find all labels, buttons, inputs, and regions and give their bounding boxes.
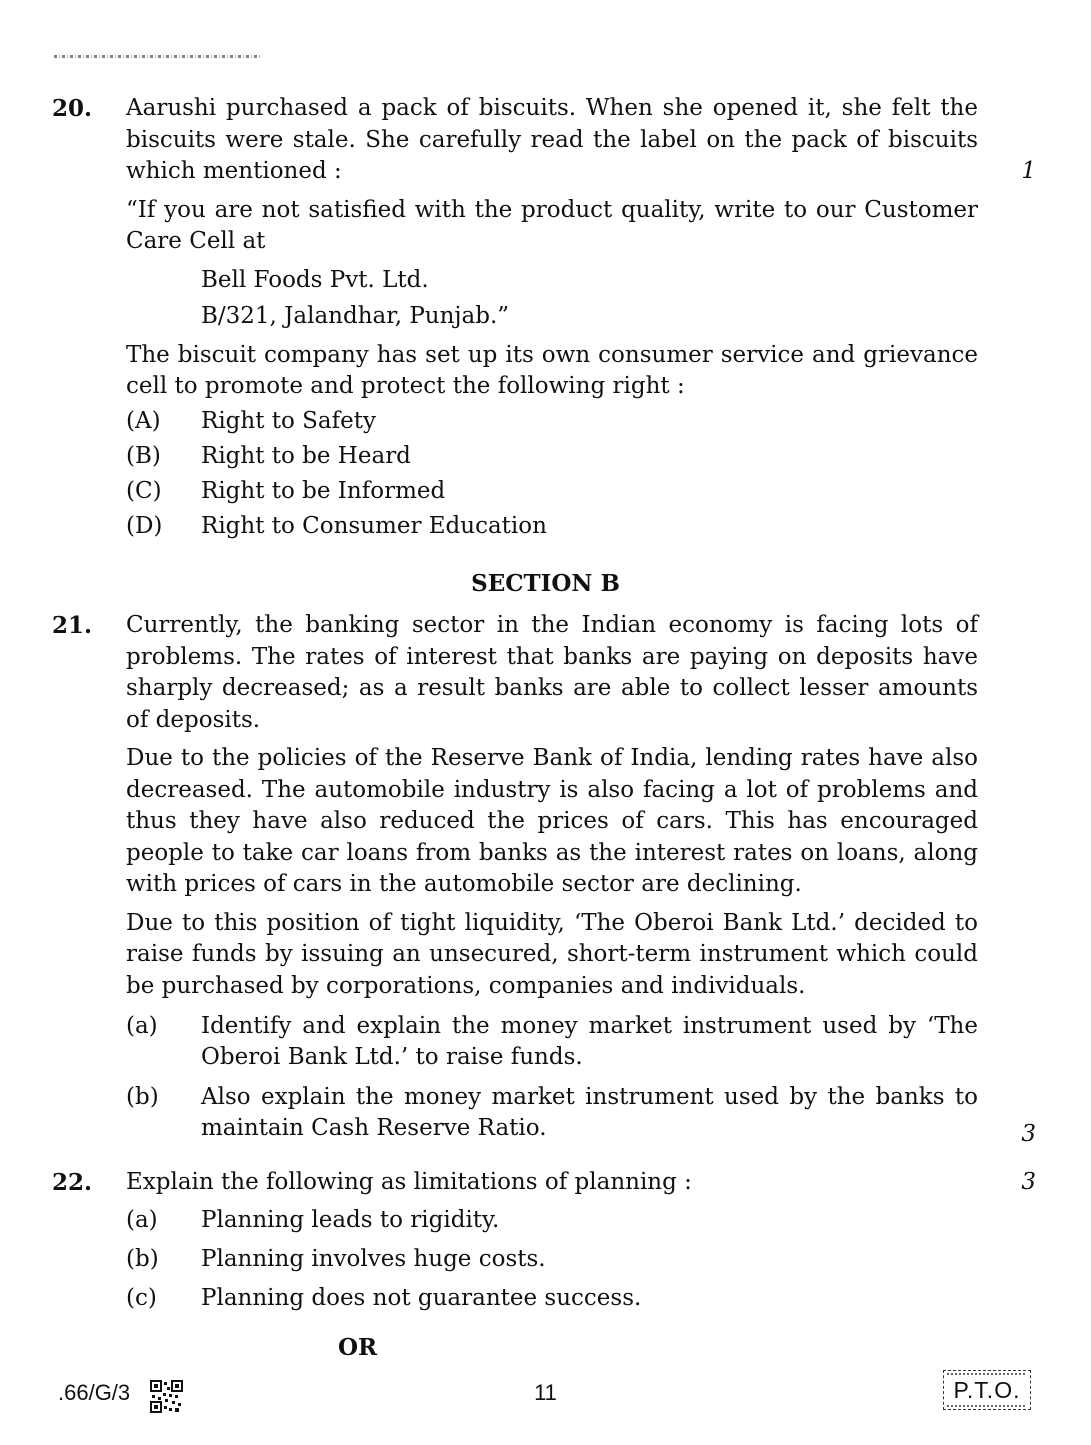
address-line: B/321, Jalandhar, Punjab.” bbox=[201, 302, 510, 329]
option-a bbox=[126, 406, 978, 437]
question-text: Due to the policies of the Reserve Bank of India, lending rates have also decreased. The automobile industry is also facing a lot of problems and thus they have also reduced the prices of cars. This has encouraged people to take car loans from banks as the interest rates on loans, along with prices of cars in the automobile sector are declining. bbox=[126, 745, 978, 897]
option-d bbox=[126, 511, 978, 542]
part-letter: (a) bbox=[126, 1206, 158, 1233]
barcode-strip bbox=[54, 55, 262, 58]
option-text: Right to Consumer Education bbox=[201, 512, 547, 539]
question-number: 22. bbox=[52, 1169, 93, 1196]
option-letter: (C) bbox=[126, 477, 162, 504]
question-marks: 3 bbox=[1021, 1121, 1036, 1147]
question-marks: 1 bbox=[1021, 158, 1036, 184]
part-text: Planning does not guarantee success. bbox=[201, 1284, 642, 1311]
question-text: Due to this position of tight liquidity, ‘The Oberoi Bank Ltd.’ decided to raise funds by issuing an unsecured, short-term instrument which could be purchased by corporations, companies and individuals. bbox=[126, 909, 978, 999]
question-marks: 3 bbox=[1021, 1169, 1036, 1195]
part-c bbox=[126, 1283, 978, 1314]
option-letter: (A) bbox=[126, 407, 161, 434]
option-c bbox=[126, 476, 978, 507]
question-body bbox=[126, 93, 978, 546]
option-letter: (B) bbox=[126, 442, 161, 469]
part-letter: (a) bbox=[126, 1013, 158, 1039]
part-letter: (b) bbox=[126, 1084, 159, 1110]
question-text: Explain the following as limitations of planning : bbox=[126, 1169, 692, 1195]
question-text: Aarushi purchased a pack of biscuits. When she opened it, she felt the biscuits were stale. She carefully read the label on the pack of biscuits which mentioned : bbox=[126, 95, 978, 184]
part-b bbox=[126, 1244, 978, 1275]
part-letter: (b) bbox=[126, 1245, 159, 1272]
paper-code: .66/G/3 bbox=[58, 1380, 131, 1405]
question-text: Currently, the banking sector in the Indian economy is facing lots of problems. The rates of interest that banks are paying on deposits have sharply decreased; as a result banks are able to collect lesser amounts of deposits. bbox=[126, 612, 978, 733]
question-body bbox=[126, 610, 978, 1148]
question-number: 20. bbox=[52, 95, 93, 122]
address-line: Bell Foods Pvt. Ltd. bbox=[201, 266, 429, 293]
option-text: Right to be Informed bbox=[201, 477, 446, 504]
question-text: The biscuit company has set up its own consumer service and grievance cell to promote and protect the following right : bbox=[126, 341, 978, 399]
part-text: Also explain the money market instrument used by the banks to maintain Cash Reserve Ratio. bbox=[201, 1084, 978, 1141]
pto-label: P.T.O. bbox=[943, 1370, 1031, 1410]
part-a bbox=[126, 1011, 978, 1073]
part-text: Planning involves huge costs. bbox=[201, 1245, 546, 1272]
section-heading: SECTION B bbox=[471, 570, 620, 597]
question-number: 21. bbox=[52, 612, 93, 639]
question-body bbox=[126, 1167, 978, 1318]
part-text: Planning leads to rigidity. bbox=[201, 1206, 500, 1233]
part-letter: (c) bbox=[126, 1284, 157, 1311]
quote-text: “If you are not satisfied with the product quality, write to our Customer Care Cell at bbox=[126, 196, 978, 254]
page-number: 11 bbox=[534, 1380, 557, 1405]
part-b bbox=[126, 1082, 978, 1144]
option-b bbox=[126, 441, 978, 472]
option-letter: (D) bbox=[126, 512, 163, 539]
part-a bbox=[126, 1205, 978, 1236]
part-text: Identify and explain the money market instrument used by ‘The Oberoi Bank Ltd.’ to raise funds. bbox=[201, 1013, 978, 1070]
or-label: OR bbox=[338, 1334, 378, 1361]
option-text: Right to be Heard bbox=[201, 442, 411, 469]
option-text: Right to Safety bbox=[201, 407, 376, 434]
